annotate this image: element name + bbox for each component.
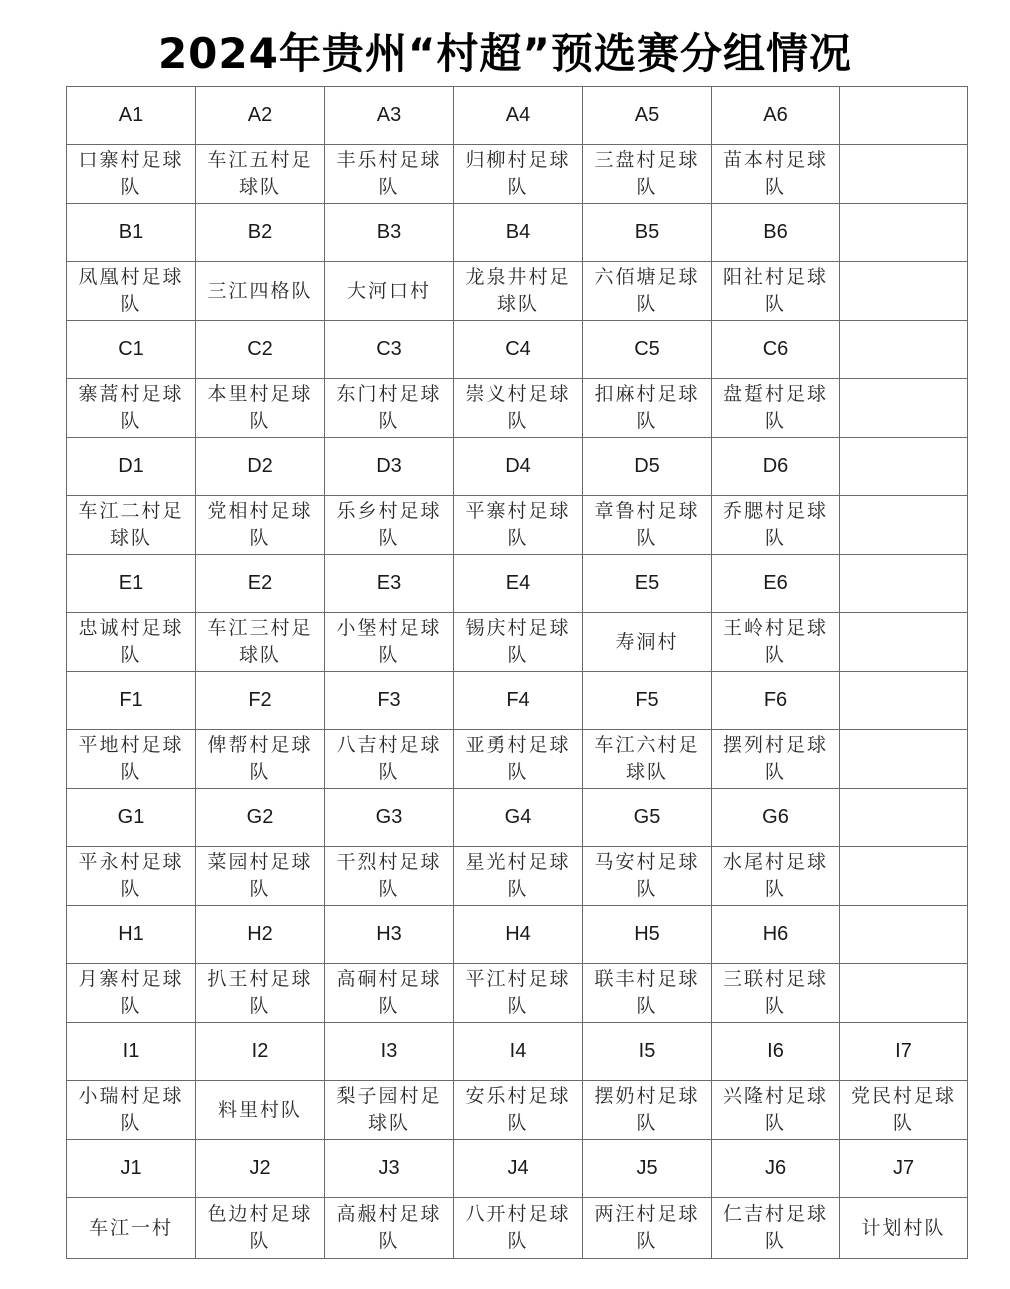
team-name-cell: 高赧村足球队	[325, 1198, 454, 1259]
group-code-cell: B6	[712, 204, 840, 262]
team-name-cell: 口寨村足球队	[67, 145, 196, 204]
group-code-cell: H5	[583, 906, 712, 964]
group-code-cell: B1	[67, 204, 196, 262]
group-code-cell: J5	[583, 1140, 712, 1198]
group-table	[66, 86, 968, 1259]
team-name-cell: 章鲁村足球队	[583, 496, 712, 555]
group-code-cell: I4	[454, 1023, 583, 1081]
team-name-row	[67, 730, 968, 789]
team-name-cell: 车江三村足球队	[196, 613, 325, 672]
team-name-cell: 忠诚村足球队	[67, 613, 196, 672]
team-name-cell: 马安村足球队	[583, 847, 712, 906]
group-code-cell: C2	[196, 321, 325, 379]
group-code-cell: J7	[840, 1140, 968, 1198]
team-name-cell: 料里村队	[196, 1081, 325, 1140]
team-name-cell: 车江六村足球队	[583, 730, 712, 789]
team-name-cell: 俾帮村足球队	[196, 730, 325, 789]
group-code-cell: A6	[712, 87, 840, 145]
group-code-cell: G4	[454, 789, 583, 847]
group-code-cell: A3	[325, 87, 454, 145]
group-code-cell	[840, 87, 968, 145]
group-code-cell: J2	[196, 1140, 325, 1198]
group-code-cell: C6	[712, 321, 840, 379]
group-code-cell	[840, 672, 968, 730]
group-code-cell: E1	[67, 555, 196, 613]
group-code-cell: A2	[196, 87, 325, 145]
team-name-cell: 乐乡村足球队	[325, 496, 454, 555]
team-name-cell: 崇义村足球队	[454, 379, 583, 438]
team-name-cell: 联丰村足球队	[583, 964, 712, 1023]
page-title: 2024年贵州“村超”预选赛分组情况	[157, 29, 853, 78]
group-code-cell	[840, 438, 968, 496]
team-name-cell: 苗本村足球队	[712, 145, 840, 204]
group-code-cell: H1	[67, 906, 196, 964]
team-name-row	[67, 145, 968, 204]
group-code-cell: C4	[454, 321, 583, 379]
team-name-cell: 龙泉井村足球队	[454, 262, 583, 321]
team-name-cell: 亚勇村足球队	[454, 730, 583, 789]
group-code-row	[67, 204, 968, 262]
team-name-cell: 仁吉村足球队	[712, 1198, 840, 1259]
team-name-cell: 大河口村	[325, 262, 454, 321]
group-code-cell: A4	[454, 87, 583, 145]
team-name-cell: 色边村足球队	[196, 1198, 325, 1259]
group-code-cell: D6	[712, 438, 840, 496]
group-code-cell: G2	[196, 789, 325, 847]
group-code-row	[67, 438, 968, 496]
team-name-cell: 兴隆村足球队	[712, 1081, 840, 1140]
group-code-cell: G1	[67, 789, 196, 847]
team-name-cell: 党相村足球队	[196, 496, 325, 555]
team-name-row	[67, 1081, 968, 1140]
group-code-cell	[840, 789, 968, 847]
group-code-row	[67, 87, 968, 145]
team-name-cell: 安乐村足球队	[454, 1081, 583, 1140]
team-name-cell: 锡庆村足球队	[454, 613, 583, 672]
team-name-cell: 乔腮村足球队	[712, 496, 840, 555]
group-code-cell: B4	[454, 204, 583, 262]
team-name-cell: 梨子园村足球队	[325, 1081, 454, 1140]
team-name-cell: 车江一村	[67, 1198, 196, 1259]
team-name-cell	[840, 496, 968, 555]
group-code-cell: E2	[196, 555, 325, 613]
group-code-cell: D1	[67, 438, 196, 496]
team-name-cell	[840, 964, 968, 1023]
team-name-cell: 摆列村足球队	[712, 730, 840, 789]
group-code-cell: E3	[325, 555, 454, 613]
team-name-cell: 八开村足球队	[454, 1198, 583, 1259]
team-name-cell	[840, 379, 968, 438]
group-code-row	[67, 1023, 968, 1081]
group-code-cell	[840, 906, 968, 964]
group-code-cell: C5	[583, 321, 712, 379]
group-code-cell: D2	[196, 438, 325, 496]
team-name-cell: 本里村足球队	[196, 379, 325, 438]
team-name-cell: 归柳村足球队	[454, 145, 583, 204]
group-code-row	[67, 1140, 968, 1198]
team-name-cell: 寨蒿村足球队	[67, 379, 196, 438]
team-name-cell: 车江五村足球队	[196, 145, 325, 204]
team-name-cell: 寿洞村	[583, 613, 712, 672]
team-name-cell: 计划村队	[840, 1198, 968, 1259]
team-name-cell: 水尾村足球队	[712, 847, 840, 906]
team-name-cell: 东门村足球队	[325, 379, 454, 438]
group-code-row	[67, 789, 968, 847]
team-name-cell: 平寨村足球队	[454, 496, 583, 555]
team-name-cell: 摆奶村足球队	[583, 1081, 712, 1140]
team-name-cell: 干烈村足球队	[325, 847, 454, 906]
group-code-cell: F4	[454, 672, 583, 730]
team-name-cell: 平地村足球队	[67, 730, 196, 789]
team-name-cell: 小瑞村足球队	[67, 1081, 196, 1140]
team-name-cell	[840, 145, 968, 204]
team-name-cell: 平江村足球队	[454, 964, 583, 1023]
team-name-row	[67, 964, 968, 1023]
group-code-row	[67, 321, 968, 379]
team-name-cell: 阳社村足球队	[712, 262, 840, 321]
group-code-cell: F6	[712, 672, 840, 730]
group-code-cell: G6	[712, 789, 840, 847]
group-code-cell: I3	[325, 1023, 454, 1081]
group-code-cell: H6	[712, 906, 840, 964]
team-name-cell	[840, 847, 968, 906]
team-name-cell: 盘踅村足球队	[712, 379, 840, 438]
group-code-cell: B2	[196, 204, 325, 262]
team-name-cell	[840, 262, 968, 321]
team-name-row	[67, 262, 968, 321]
group-code-cell: B3	[325, 204, 454, 262]
group-code-cell	[840, 321, 968, 379]
group-code-cell: F1	[67, 672, 196, 730]
group-code-cell: B5	[583, 204, 712, 262]
team-name-cell: 王岭村足球队	[712, 613, 840, 672]
group-code-cell: C1	[67, 321, 196, 379]
team-name-cell: 丰乐村足球队	[325, 145, 454, 204]
team-name-cell: 扒王村足球队	[196, 964, 325, 1023]
team-name-cell: 车江二村足球队	[67, 496, 196, 555]
team-name-row	[67, 496, 968, 555]
team-name-row	[67, 379, 968, 438]
group-code-cell: I6	[712, 1023, 840, 1081]
team-name-row	[67, 847, 968, 906]
group-code-cell: I5	[583, 1023, 712, 1081]
team-name-cell: 平永村足球队	[67, 847, 196, 906]
group-code-cell: I7	[840, 1023, 968, 1081]
team-name-cell: 三盘村足球队	[583, 145, 712, 204]
team-name-cell: 两汪村足球队	[583, 1198, 712, 1259]
group-code-cell: D4	[454, 438, 583, 496]
group-code-cell: F3	[325, 672, 454, 730]
group-code-cell: A1	[67, 87, 196, 145]
team-name-cell: 三江四格队	[196, 262, 325, 321]
team-name-cell: 月寨村足球队	[67, 964, 196, 1023]
team-name-cell	[840, 730, 968, 789]
team-name-cell: 扣麻村足球队	[583, 379, 712, 438]
group-code-cell: I1	[67, 1023, 196, 1081]
team-name-cell: 高硐村足球队	[325, 964, 454, 1023]
group-code-cell: F5	[583, 672, 712, 730]
group-code-cell: J3	[325, 1140, 454, 1198]
group-code-cell: J4	[454, 1140, 583, 1198]
group-code-cell: D5	[583, 438, 712, 496]
group-code-cell: D3	[325, 438, 454, 496]
group-code-cell	[840, 555, 968, 613]
team-name-cell: 菜园村足球队	[196, 847, 325, 906]
team-name-cell: 三联村足球队	[712, 964, 840, 1023]
group-code-cell: A5	[583, 87, 712, 145]
team-name-row	[67, 613, 968, 672]
group-code-row	[67, 672, 968, 730]
group-code-row	[67, 555, 968, 613]
group-code-cell: E6	[712, 555, 840, 613]
group-code-cell: H3	[325, 906, 454, 964]
team-name-cell	[840, 613, 968, 672]
team-name-cell: 星光村足球队	[454, 847, 583, 906]
group-code-cell: E4	[454, 555, 583, 613]
group-code-cell: F2	[196, 672, 325, 730]
team-name-cell: 党民村足球队	[840, 1081, 968, 1140]
group-code-cell: G3	[325, 789, 454, 847]
team-name-cell: 六佰塘足球队	[583, 262, 712, 321]
group-code-cell: G5	[583, 789, 712, 847]
group-code-cell: J1	[67, 1140, 196, 1198]
group-code-cell: C3	[325, 321, 454, 379]
group-code-cell: J6	[712, 1140, 840, 1198]
group-code-cell	[840, 204, 968, 262]
team-name-cell: 小堡村足球队	[325, 613, 454, 672]
group-code-row	[67, 906, 968, 964]
team-name-row	[67, 1198, 968, 1259]
group-code-cell: E5	[583, 555, 712, 613]
group-code-cell: H4	[454, 906, 583, 964]
group-code-cell: H2	[196, 906, 325, 964]
team-name-cell: 八吉村足球队	[325, 730, 454, 789]
group-code-cell: I2	[196, 1023, 325, 1081]
team-name-cell: 凤凰村足球队	[67, 262, 196, 321]
